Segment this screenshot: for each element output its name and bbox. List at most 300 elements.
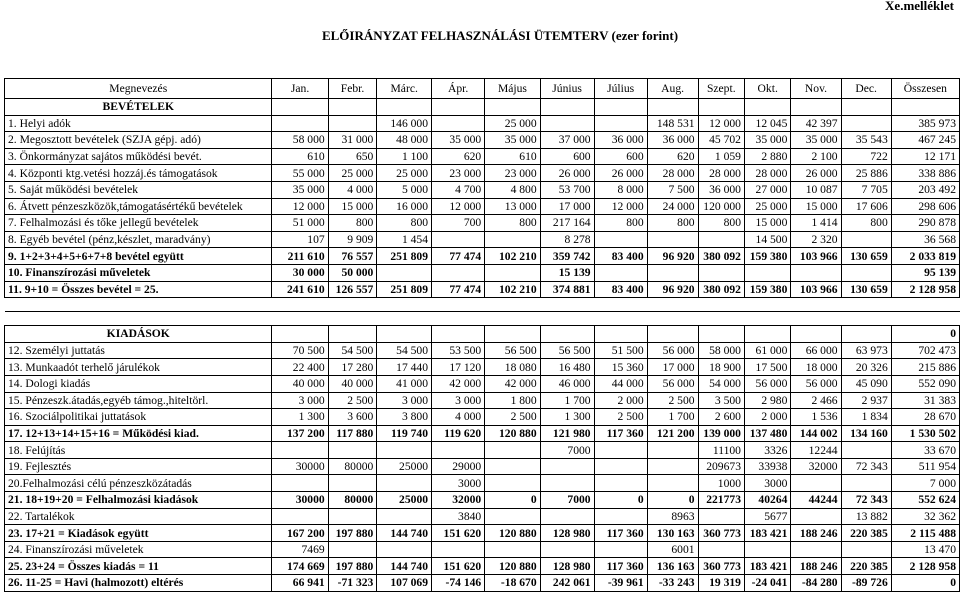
row-label: 10. Finanszírozási műveletek xyxy=(5,264,272,281)
month-value-cell xyxy=(744,264,790,281)
month-value-cell: 137 200 xyxy=(272,425,328,442)
header-row xyxy=(5,79,960,99)
table-row xyxy=(5,181,960,198)
month-value-cell: 26 000 xyxy=(791,165,841,182)
month-value-cell xyxy=(272,442,328,459)
month-value-cell: 40264 xyxy=(744,492,790,509)
month-value-cell xyxy=(647,458,698,475)
row-total-cell: 552 624 xyxy=(891,492,959,509)
month-value-cell: 174 669 xyxy=(272,558,328,575)
month-value-cell: 30000 xyxy=(272,458,328,475)
row-total-cell: 95 139 xyxy=(891,264,959,281)
month-value-cell xyxy=(272,475,328,492)
row-label: 17. 12+13+14+15+16 = Működési kiad. xyxy=(5,425,272,442)
row-total-cell: 511 954 xyxy=(891,458,959,475)
month-value-cell xyxy=(841,115,891,132)
month-value-cell: -84 280 xyxy=(791,575,841,592)
month-value-cell: 1 454 xyxy=(377,231,432,248)
table-row xyxy=(5,442,960,459)
empty-cell xyxy=(841,99,891,116)
month-value-cell: 42 000 xyxy=(485,375,540,392)
month-value-cell xyxy=(432,264,485,281)
month-value-cell: 72 343 xyxy=(841,492,891,509)
budget-table xyxy=(4,78,960,592)
month-value-cell xyxy=(328,115,377,132)
header-name-cell: Megnevezés xyxy=(5,79,272,99)
month-value-cell: 12 045 xyxy=(744,115,790,132)
month-value-cell xyxy=(841,541,891,558)
empty-cell xyxy=(698,99,744,116)
month-value-cell: 188 246 xyxy=(791,525,841,542)
month-value-cell: 120 880 xyxy=(485,525,540,542)
month-value-cell: 25 000 xyxy=(485,115,540,132)
row-label: 19. Fejlesztés xyxy=(5,458,272,475)
month-value-cell: 220 385 xyxy=(841,525,891,542)
month-value-cell: 800 xyxy=(485,215,540,232)
month-value-cell: -71 323 xyxy=(328,575,377,592)
month-value-cell: 3840 xyxy=(432,508,485,525)
month-value-cell: 4 800 xyxy=(485,181,540,198)
month-value-cell: 2 320 xyxy=(791,231,841,248)
month-value-cell xyxy=(485,442,540,459)
month-value-cell: -18 670 xyxy=(485,575,540,592)
month-value-cell: 117 360 xyxy=(594,425,647,442)
header-month-cell: Szept. xyxy=(698,79,744,99)
table-row xyxy=(5,231,960,248)
empty-cell xyxy=(647,99,698,116)
month-value-cell xyxy=(328,541,377,558)
month-value-cell: 12 000 xyxy=(272,198,328,215)
table-row xyxy=(5,165,960,182)
month-value-cell: 3 600 xyxy=(328,409,377,426)
month-value-cell: 130 659 xyxy=(841,248,891,265)
month-value-cell xyxy=(328,442,377,459)
month-value-cell: 66 000 xyxy=(791,342,841,359)
month-value-cell: 103 966 xyxy=(791,281,841,298)
month-value-cell: -39 961 xyxy=(594,575,647,592)
month-value-cell: 14 500 xyxy=(744,231,790,248)
month-value-cell: 83 400 xyxy=(594,281,647,298)
month-value-cell: 220 385 xyxy=(841,558,891,575)
empty-cell xyxy=(791,326,841,343)
month-value-cell: 251 809 xyxy=(377,281,432,298)
month-value-cell: 56 000 xyxy=(791,375,841,392)
month-value-cell xyxy=(841,264,891,281)
month-value-cell: 183 421 xyxy=(744,525,790,542)
month-value-cell: 144 740 xyxy=(377,558,432,575)
table-row xyxy=(5,264,960,281)
month-value-cell: 17 500 xyxy=(744,359,790,376)
month-value-cell xyxy=(432,442,485,459)
month-value-cell: 36 000 xyxy=(594,132,647,149)
month-value-cell: 18 000 xyxy=(791,359,841,376)
row-label: 9. 1+2+3+4+5+6+7+8 bevétel együtt xyxy=(5,248,272,265)
empty-cell xyxy=(540,99,594,116)
table-row xyxy=(5,409,960,426)
month-value-cell: 197 880 xyxy=(328,525,377,542)
month-value-cell: 46 000 xyxy=(540,375,594,392)
month-value-cell xyxy=(432,541,485,558)
row-total-cell: 28 670 xyxy=(891,409,959,426)
row-total-cell: 215 886 xyxy=(891,359,959,376)
month-value-cell: 18 080 xyxy=(485,359,540,376)
month-value-cell: 7000 xyxy=(540,492,594,509)
header-month-cell: Márc. xyxy=(377,79,432,99)
month-value-cell: 151 620 xyxy=(432,525,485,542)
month-value-cell: 1 300 xyxy=(540,409,594,426)
month-value-cell xyxy=(841,442,891,459)
month-value-cell xyxy=(485,475,540,492)
month-value-cell: 139 000 xyxy=(698,425,744,442)
month-value-cell: 13 882 xyxy=(841,508,891,525)
table-row xyxy=(5,392,960,409)
month-value-cell: 183 421 xyxy=(744,558,790,575)
empty-cell xyxy=(432,99,485,116)
month-value-cell: 3000 xyxy=(744,475,790,492)
month-value-cell xyxy=(594,541,647,558)
header-month-cell: Jan. xyxy=(272,79,328,99)
row-label: 20.Felhalmozási célú pénzeszközátadás xyxy=(5,475,272,492)
month-value-cell xyxy=(791,541,841,558)
month-value-cell: 800 xyxy=(328,215,377,232)
month-value-cell: 4 000 xyxy=(432,409,485,426)
month-value-cell: 17 000 xyxy=(647,359,698,376)
month-value-cell: 134 160 xyxy=(841,425,891,442)
month-value-cell xyxy=(647,475,698,492)
month-value-cell: 1 834 xyxy=(841,409,891,426)
month-value-cell: 380 092 xyxy=(698,281,744,298)
month-value-cell: 2 500 xyxy=(485,409,540,426)
month-value-cell: 151 620 xyxy=(432,558,485,575)
month-value-cell xyxy=(647,442,698,459)
month-value-cell: 17 000 xyxy=(540,198,594,215)
month-value-cell xyxy=(432,115,485,132)
month-value-cell: 1 700 xyxy=(540,392,594,409)
month-value-cell: 58 000 xyxy=(698,342,744,359)
month-value-cell: 117 360 xyxy=(594,525,647,542)
month-value-cell: 30 000 xyxy=(272,264,328,281)
month-value-cell: 22 400 xyxy=(272,359,328,376)
month-value-cell: 15 000 xyxy=(744,215,790,232)
month-value-cell xyxy=(485,541,540,558)
table-row xyxy=(5,425,960,442)
month-value-cell: 31 000 xyxy=(328,132,377,149)
month-value-cell: 117 360 xyxy=(594,558,647,575)
income-section-title: BEVÉTELEK xyxy=(5,99,272,116)
month-value-cell: 136 163 xyxy=(647,558,698,575)
month-value-cell xyxy=(698,508,744,525)
section-total-cell xyxy=(891,99,959,116)
month-value-cell: 620 xyxy=(647,148,698,165)
row-label: 14. Dologi kiadás xyxy=(5,375,272,392)
month-value-cell: 20 326 xyxy=(841,359,891,376)
month-value-cell xyxy=(594,115,647,132)
month-value-cell xyxy=(432,231,485,248)
month-value-cell: 66 941 xyxy=(272,575,328,592)
table-row xyxy=(5,541,960,558)
month-value-cell: -33 243 xyxy=(647,575,698,592)
month-value-cell: 40 000 xyxy=(328,375,377,392)
month-value-cell: 27 000 xyxy=(744,181,790,198)
month-value-cell: 51 500 xyxy=(594,342,647,359)
month-value-cell xyxy=(698,541,744,558)
month-value-cell: 117 880 xyxy=(328,425,377,442)
month-value-cell: 148 531 xyxy=(647,115,698,132)
empty-cell xyxy=(594,326,647,343)
month-value-cell: 26 000 xyxy=(594,165,647,182)
month-value-cell: 360 773 xyxy=(698,558,744,575)
month-value-cell: 50 000 xyxy=(328,264,377,281)
month-value-cell xyxy=(485,458,540,475)
month-value-cell: 2 980 xyxy=(744,392,790,409)
month-value-cell xyxy=(328,508,377,525)
month-value-cell: 77 474 xyxy=(432,281,485,298)
month-value-cell: 3 000 xyxy=(272,392,328,409)
empty-cell xyxy=(377,99,432,116)
month-value-cell: 209673 xyxy=(698,458,744,475)
month-value-cell: 35 000 xyxy=(744,132,790,149)
month-value-cell: 120 880 xyxy=(485,558,540,575)
month-value-cell: 32000 xyxy=(791,458,841,475)
row-total-cell: 7 000 xyxy=(891,475,959,492)
month-value-cell: 17 120 xyxy=(432,359,485,376)
row-total-cell: 467 245 xyxy=(891,132,959,149)
month-value-cell xyxy=(540,458,594,475)
month-value-cell: 13 000 xyxy=(485,198,540,215)
month-value-cell: 103 966 xyxy=(791,248,841,265)
month-value-cell: 800 xyxy=(647,215,698,232)
row-label: 23. 17+21 = Kiadások együtt xyxy=(5,525,272,542)
month-value-cell: 28 000 xyxy=(647,165,698,182)
month-value-cell: 1 700 xyxy=(647,409,698,426)
empty-cell xyxy=(485,99,540,116)
month-value-cell xyxy=(540,508,594,525)
month-value-cell: 374 881 xyxy=(540,281,594,298)
empty-cell xyxy=(377,326,432,343)
table-row xyxy=(5,575,960,592)
month-value-cell: 4 000 xyxy=(328,181,377,198)
month-value-cell: 159 380 xyxy=(744,248,790,265)
month-value-cell: 77 474 xyxy=(432,248,485,265)
month-value-cell: 8 000 xyxy=(594,181,647,198)
month-value-cell: 41 000 xyxy=(377,375,432,392)
month-value-cell: 6001 xyxy=(647,541,698,558)
month-value-cell: 56 500 xyxy=(540,342,594,359)
month-value-cell: 45 090 xyxy=(841,375,891,392)
month-value-cell: 3 500 xyxy=(698,392,744,409)
month-value-cell: 700 xyxy=(432,215,485,232)
month-value-cell: 107 069 xyxy=(377,575,432,592)
row-total-cell: 203 492 xyxy=(891,181,959,198)
row-label: 25. 23+24 = Összes kiadás = 11 xyxy=(5,558,272,575)
month-value-cell: 2 000 xyxy=(594,392,647,409)
attachment-label: Xe.melléklet xyxy=(885,0,954,13)
empty-cell xyxy=(841,326,891,343)
month-value-cell: 600 xyxy=(594,148,647,165)
month-value-cell xyxy=(744,541,790,558)
row-total-cell: 552 090 xyxy=(891,375,959,392)
table-row xyxy=(5,475,960,492)
month-value-cell: 96 920 xyxy=(647,281,698,298)
month-value-cell: 121 200 xyxy=(647,425,698,442)
month-value-cell xyxy=(594,508,647,525)
month-value-cell: 11100 xyxy=(698,442,744,459)
row-total-cell: 702 473 xyxy=(891,342,959,359)
month-value-cell: 56 000 xyxy=(647,375,698,392)
month-value-cell: 80000 xyxy=(328,458,377,475)
month-value-cell: 3 000 xyxy=(377,392,432,409)
month-value-cell: 54 000 xyxy=(698,375,744,392)
empty-cell xyxy=(594,99,647,116)
table-row xyxy=(5,248,960,265)
month-value-cell: 25000 xyxy=(377,458,432,475)
month-value-cell: 167 200 xyxy=(272,525,328,542)
table-row xyxy=(5,281,960,298)
month-value-cell: 83 400 xyxy=(594,248,647,265)
month-value-cell: 16 480 xyxy=(540,359,594,376)
month-value-cell: 650 xyxy=(328,148,377,165)
month-value-cell: 42 000 xyxy=(432,375,485,392)
empty-cell xyxy=(432,326,485,343)
month-value-cell: 2 500 xyxy=(594,409,647,426)
month-value-cell xyxy=(594,231,647,248)
month-value-cell: 8 278 xyxy=(540,231,594,248)
month-value-cell: 76 557 xyxy=(328,248,377,265)
month-value-cell xyxy=(540,115,594,132)
month-value-cell: 197 880 xyxy=(328,558,377,575)
header-month-cell: Febr. xyxy=(328,79,377,99)
table-row xyxy=(5,458,960,475)
month-value-cell: 359 742 xyxy=(540,248,594,265)
month-value-cell xyxy=(791,475,841,492)
month-value-cell: 19 319 xyxy=(698,575,744,592)
month-value-cell: 24 000 xyxy=(647,198,698,215)
month-value-cell: 380 092 xyxy=(698,248,744,265)
row-total-cell: 298 606 xyxy=(891,198,959,215)
row-label: 1. Helyi adók xyxy=(5,115,272,132)
row-label: 24. Finanszírozási műveletek xyxy=(5,541,272,558)
month-value-cell: 722 xyxy=(841,148,891,165)
month-value-cell: 800 xyxy=(841,215,891,232)
month-value-cell: 53 700 xyxy=(540,181,594,198)
row-total-cell: 2 128 958 xyxy=(891,281,959,298)
section-total-cell: 0 xyxy=(891,326,959,343)
month-value-cell: 241 610 xyxy=(272,281,328,298)
row-label: 3. Önkormányzat sajátos működési bevét. xyxy=(5,148,272,165)
month-value-cell: 107 xyxy=(272,231,328,248)
month-value-cell: 119 620 xyxy=(432,425,485,442)
month-value-cell: 5677 xyxy=(744,508,790,525)
month-value-cell: 2 937 xyxy=(841,392,891,409)
month-value-cell: 25 000 xyxy=(377,165,432,182)
month-value-cell xyxy=(377,475,432,492)
empty-cell xyxy=(791,99,841,116)
empty-cell xyxy=(540,326,594,343)
month-value-cell: 120 000 xyxy=(698,198,744,215)
spacer-cell xyxy=(5,312,960,326)
month-value-cell: 56 000 xyxy=(744,375,790,392)
month-value-cell: 242 061 xyxy=(540,575,594,592)
month-value-cell: 1 414 xyxy=(791,215,841,232)
month-value-cell: 28 000 xyxy=(744,165,790,182)
empty-cell xyxy=(328,326,377,343)
header-month-cell: Dec. xyxy=(841,79,891,99)
month-value-cell: 360 773 xyxy=(698,525,744,542)
row-total-cell: 13 470 xyxy=(891,541,959,558)
month-value-cell xyxy=(594,458,647,475)
month-value-cell: 25 000 xyxy=(744,198,790,215)
month-value-cell: 5 000 xyxy=(377,181,432,198)
month-value-cell: 40 000 xyxy=(272,375,328,392)
month-value-cell: 217 164 xyxy=(540,215,594,232)
month-value-cell xyxy=(594,442,647,459)
month-value-cell: 54 500 xyxy=(328,342,377,359)
table-row xyxy=(5,215,960,232)
month-value-cell xyxy=(485,264,540,281)
month-value-cell: 0 xyxy=(594,492,647,509)
month-value-cell: 144 740 xyxy=(377,525,432,542)
month-value-cell xyxy=(377,264,432,281)
month-value-cell: 2 600 xyxy=(698,409,744,426)
empty-cell xyxy=(328,99,377,116)
month-value-cell: 58 000 xyxy=(272,132,328,149)
month-value-cell: 12244 xyxy=(791,442,841,459)
table-row xyxy=(5,359,960,376)
month-value-cell: 8963 xyxy=(647,508,698,525)
month-value-cell: 45 702 xyxy=(698,132,744,149)
month-value-cell: 54 500 xyxy=(377,342,432,359)
month-value-cell: 144 002 xyxy=(791,425,841,442)
header-month-cell: Aug. xyxy=(647,79,698,99)
month-value-cell: 2 880 xyxy=(744,148,790,165)
month-value-cell: 55 000 xyxy=(272,165,328,182)
row-label: 7. Felhalmozási és tőke jellegű bevételek xyxy=(5,215,272,232)
month-value-cell: 12 000 xyxy=(594,198,647,215)
month-value-cell: 15 000 xyxy=(791,198,841,215)
month-value-cell: 1 059 xyxy=(698,148,744,165)
header-month-cell: Július xyxy=(594,79,647,99)
month-value-cell: 1 800 xyxy=(485,392,540,409)
row-total-cell: 31 383 xyxy=(891,392,959,409)
month-value-cell: 3326 xyxy=(744,442,790,459)
month-value-cell: 72 343 xyxy=(841,458,891,475)
month-value-cell xyxy=(377,442,432,459)
month-value-cell: 36 000 xyxy=(698,181,744,198)
month-value-cell: 7 500 xyxy=(647,181,698,198)
empty-cell xyxy=(744,99,790,116)
month-value-cell: 44244 xyxy=(791,492,841,509)
month-value-cell: 3 800 xyxy=(377,409,432,426)
month-value-cell: 70 500 xyxy=(272,342,328,359)
row-label: 8. Egyéb bevétel (pénz,készlet, maradvány) xyxy=(5,231,272,248)
row-label: 16. Szociálpolitikai juttatások xyxy=(5,409,272,426)
month-value-cell: 30000 xyxy=(272,492,328,509)
row-total-cell: 2 033 819 xyxy=(891,248,959,265)
month-value-cell: -24 041 xyxy=(744,575,790,592)
month-value-cell: 15 000 xyxy=(328,198,377,215)
month-value-cell: 61 000 xyxy=(744,342,790,359)
month-value-cell: 119 740 xyxy=(377,425,432,442)
month-value-cell: 33938 xyxy=(744,458,790,475)
month-value-cell: 23 000 xyxy=(432,165,485,182)
month-value-cell: 51 000 xyxy=(272,215,328,232)
row-total-cell: 32 362 xyxy=(891,508,959,525)
month-value-cell: 2 466 xyxy=(791,392,841,409)
row-label: 13. Munkaadót terhelő járulékok xyxy=(5,359,272,376)
month-value-cell: 610 xyxy=(485,148,540,165)
empty-cell xyxy=(272,326,328,343)
row-total-cell: 0 xyxy=(891,575,959,592)
